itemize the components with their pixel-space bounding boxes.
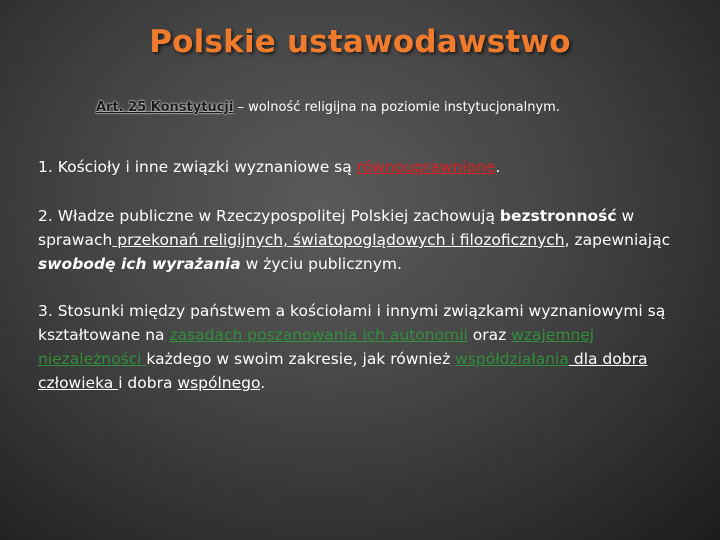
- p2-impartiality: bezstronność: [499, 207, 617, 225]
- p3-text-c: oraz: [467, 326, 512, 344]
- slide-title: Polskie ustawodawstwo: [149, 24, 571, 60]
- slide-subtitle: [96, 100, 696, 115]
- p2-beliefs: przekonań religijnych, światopoglądowych i filozoficznych: [112, 231, 565, 249]
- p2-text-c: w sprawach: [38, 207, 635, 249]
- p1-text-c: .: [495, 158, 501, 176]
- p3-common: wspólnego: [177, 374, 261, 392]
- subtitle-text: – wolność religijna na poziomie instytucjonalnym.: [233, 100, 560, 115]
- p1-text-a: 1. Kościoły i inne związki wyznaniowe są: [38, 158, 357, 176]
- p3-independence: wzajemnej niezależności: [38, 326, 595, 368]
- p2-freedom-expression: swobodę ich wyrażania: [38, 255, 241, 273]
- paragraph-2: [38, 204, 688, 276]
- p3-text-a: 3. Stosunki między państwem a kościołami i innymi związkami wyznaniowymi są kształtowane na: [38, 302, 666, 344]
- article-reference: Art. 25 Konstytucji: [96, 100, 234, 115]
- p3-autonomy: zasadach poszanowania ich autonomii: [169, 326, 468, 344]
- p2-text-e: , zapewniając: [564, 231, 671, 249]
- p1-equal-rights: równouprawnione: [356, 158, 496, 176]
- p3-text-j: .: [260, 374, 266, 392]
- p3-for-human-good: dla dobra człowieka: [38, 350, 648, 392]
- paragraph-3: [38, 299, 688, 395]
- paragraph-1: [38, 155, 688, 179]
- p3-text-e: każdego w swoim zakresie, jak również: [146, 350, 456, 368]
- p2-text-a: 2. Władze publiczne w Rzeczypospolitej Polskiej zachowują: [38, 207, 500, 225]
- p2-text-g: w życiu publicznym.: [240, 255, 402, 273]
- p3-cooperation: współdziałania: [455, 350, 569, 368]
- p3-text-h: i dobra: [118, 374, 178, 392]
